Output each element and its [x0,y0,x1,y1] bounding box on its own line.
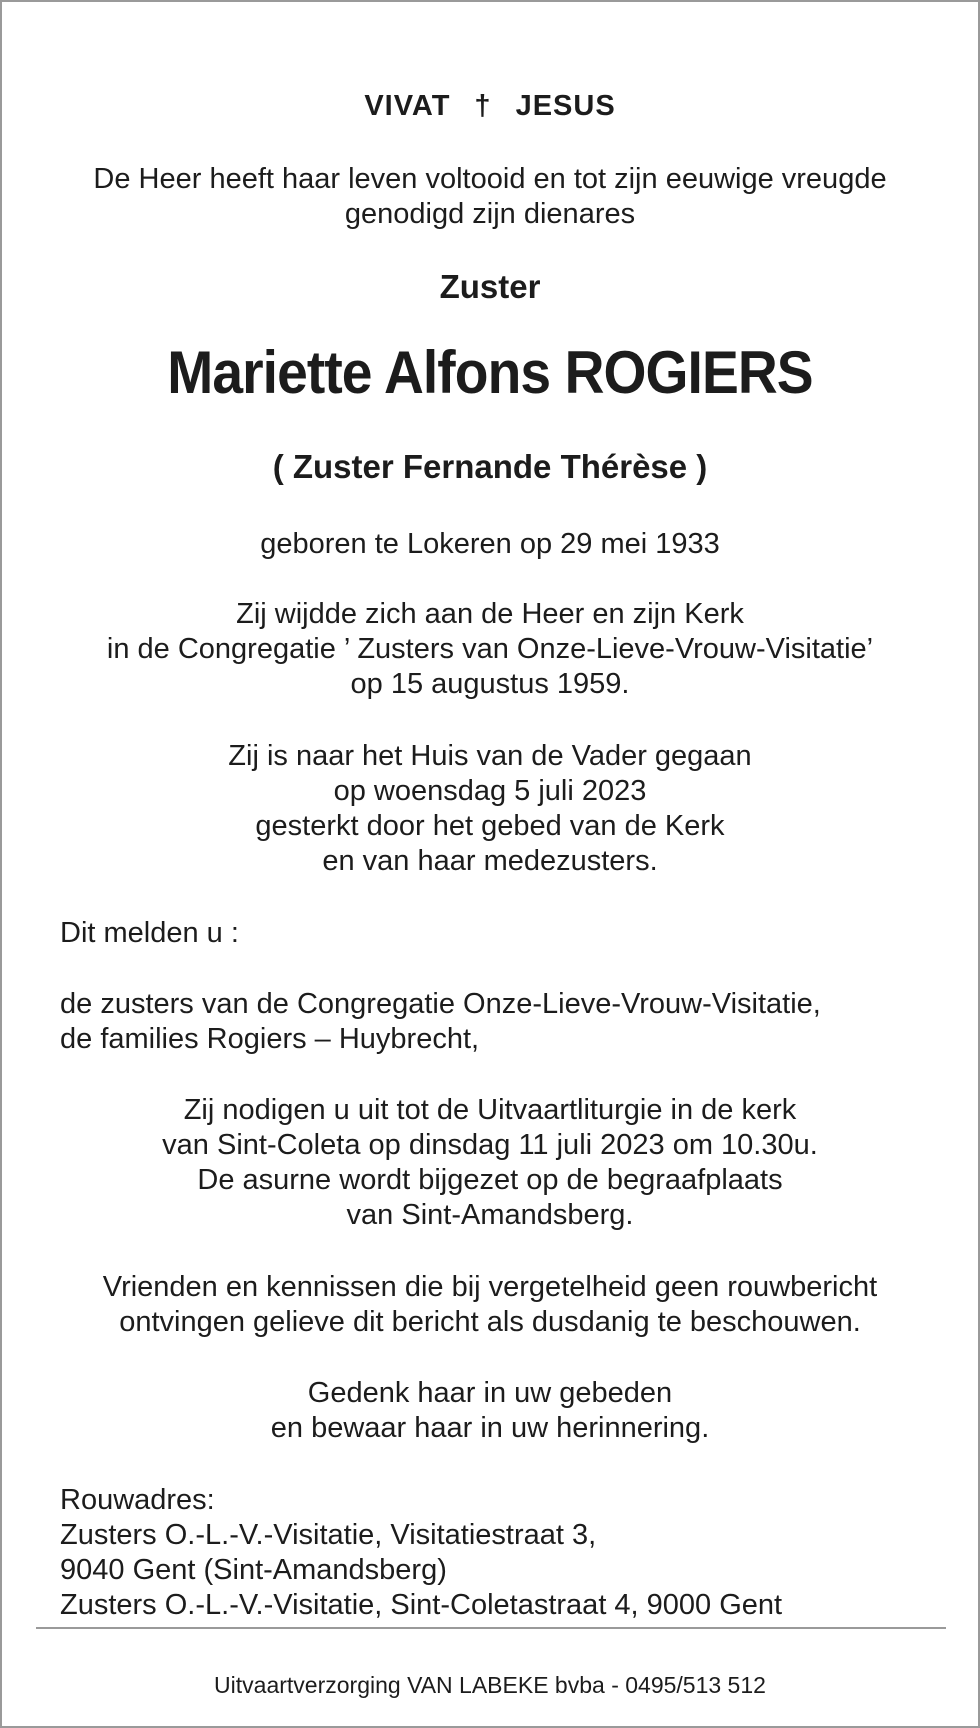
title: Zuster [439,268,541,305]
passing-line-3: gesterkt door het gebed van de Kerk [255,810,725,842]
notice-line-1: Vrienden en kennissen die bij vergetelheid geen rouwbericht [102,1271,878,1303]
consecration-line-2: in de Congregatie ’ Zusters van Onze-Lieve-Vrouw-Visitatie’ [106,633,874,665]
address-line-2: 9040 Gent (Sint-Amandsberg) [60,1554,447,1586]
header-line [2,90,978,123]
deceased-name: Mariette Alfons ROGIERS [167,339,813,406]
family-line-2: de families Rogiers – Huybrecht, [60,1023,480,1055]
passing-line-4: en van haar medezusters. [322,845,658,877]
intro-line-1: De Heer heeft haar leven voltooid en tot zijn eeuwige vreugde [93,163,887,195]
remember-line-1: Gedenk haar in uw gebeden [307,1377,673,1409]
address-line-1: Zusters O.-L.-V.-Visitatie, Visitatiestraat 3, [60,1519,597,1551]
announce-line: Dit melden u : [60,917,239,949]
passing-line-1: Zij is naar het Huis van de Vader gegaan [228,740,752,772]
funeral-line-3: De asurne wordt bijgezet op de begraafplaats [197,1164,783,1196]
passing-line-2: op woensdag 5 juli 2023 [333,775,647,807]
consecration-line-3: op 15 augustus 1959. [350,668,630,700]
funeral-line-1: Zij nodigen u uit tot de Uitvaartliturgie in de kerk [183,1094,797,1126]
family-line-1: de zusters van de Congregatie Onze-Lieve-Vrouw-Visitatie, [60,988,821,1020]
divider [36,1627,946,1629]
footer-funeral-director: Uitvaartverzorging VAN LABEKE bvba - 0495/513 512 [214,1672,766,1698]
header-vivat: VIVAT [364,90,451,122]
funeral-line-2: van Sint-Coleta op dinsdag 11 juli 2023 om 10.30u. [162,1129,818,1161]
consecration-line-1: Zij wijdde zich aan de Heer en zijn Kerk [236,598,744,630]
cross-icon: † [474,90,492,122]
address-line-3: Zusters O.-L.-V.-Visitatie, Sint-Coletastraat 4, 9000 Gent [60,1589,783,1621]
remember-line-2: en bewaar haar in uw herinnering. [270,1412,710,1444]
birth-info: geboren te Lokeren op 29 mei 1933 [260,528,720,560]
funeral-line-4: van Sint-Amandsberg. [346,1199,634,1231]
religious-name: ( Zuster Fernande Thérèse ) [272,448,708,485]
header-jesus: JESUS [515,90,616,122]
notice-line-2: ontvingen gelieve dit bericht als dusdanig te beschouwen. [119,1306,861,1338]
address-label: Rouwadres: [60,1484,215,1516]
intro-line-2: genodigd zijn dienares [344,198,636,230]
